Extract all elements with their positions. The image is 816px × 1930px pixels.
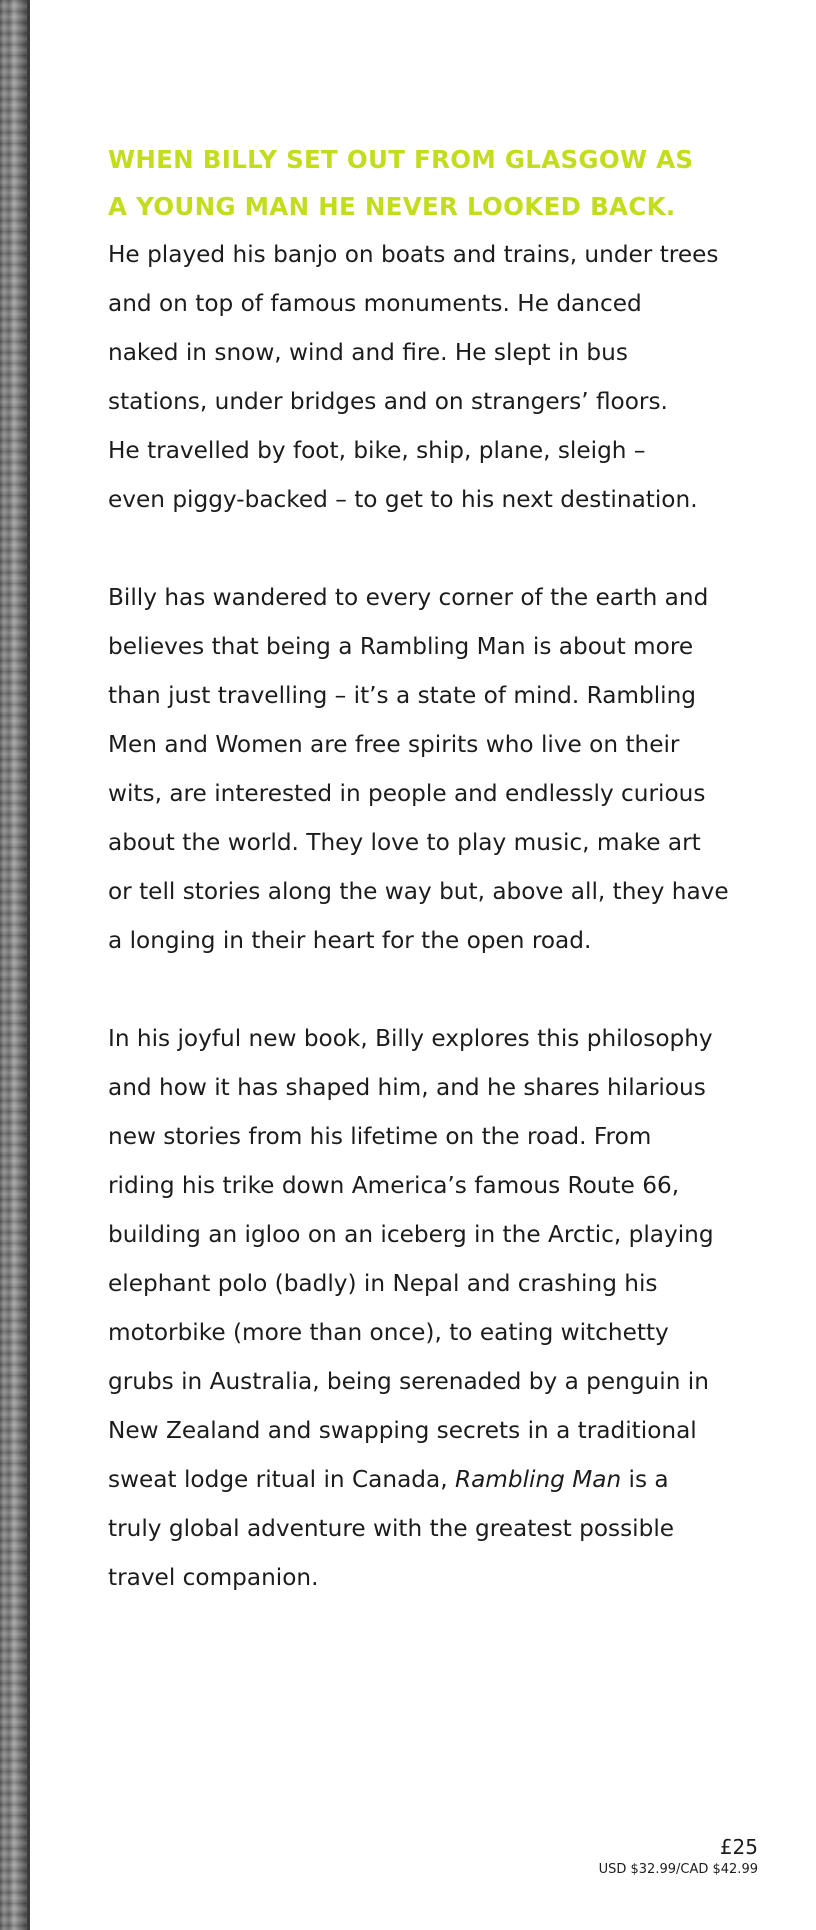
body-line: riding his trike down America’s famous Route 66, — [108, 1172, 680, 1199]
spine-texture-strip — [0, 0, 30, 1930]
body-line: wits, are interested in people and endlessly curious — [108, 780, 706, 807]
paragraph-spacer — [108, 524, 758, 573]
body-line: He played his banjo on boats and trains, under trees — [108, 241, 719, 268]
body-line: about the world. They love to play music, make art — [108, 829, 701, 856]
price-usd-cad: USD $32.99/CAD $42.99 — [598, 1862, 758, 1877]
body-line: even piggy-backed – to get to his next destination. — [108, 486, 698, 513]
paragraph-2 — [108, 573, 758, 965]
body-line: a longing in their heart for the open road. — [108, 927, 592, 954]
price-block — [599, 1834, 758, 1880]
body-line: travel companion. — [108, 1564, 319, 1591]
body-line: He travelled by foot, bike, ship, plane, sleigh – — [108, 437, 646, 464]
body-line: and on top of famous monuments. He danced — [108, 290, 642, 317]
headline-line: WHEN BILLY SET OUT FROM GLASGOW AS — [108, 145, 694, 174]
body-line: In his joyful new book, Billy explores this philosophy — [108, 1025, 713, 1052]
book-title: Rambling Man — [454, 1466, 622, 1493]
body-line: believes that being a Rambling Man is about more — [108, 633, 694, 660]
paragraph-1 — [108, 230, 758, 524]
body-line: new stories from his lifetime on the road. From — [108, 1123, 652, 1150]
body-line: and how it has shaped him, and he shares hilarious — [108, 1074, 706, 1101]
body-line: than just travelling – it’s a state of mind. Rambling — [108, 682, 697, 709]
body-line: naked in snow, wind and fire. He slept in bus — [108, 339, 628, 366]
body-line: stations, under bridges and on strangers’ floors. — [108, 388, 668, 415]
body-line: or tell stories along the way but, above all, they have — [108, 878, 729, 905]
body-line: New Zealand and swapping secrets in a traditional — [108, 1417, 697, 1444]
paragraph-3 — [108, 1014, 758, 1602]
line-text-after-title: is a — [621, 1466, 669, 1493]
body-line: elephant polo (badly) in Nepal and crashing his — [108, 1270, 658, 1297]
blurb-content — [108, 136, 758, 1602]
headline-line: A YOUNG MAN HE NEVER LOOKED BACK. — [108, 192, 676, 221]
body-line: motorbike (more than once), to eating witchetty — [108, 1319, 669, 1346]
price-gbp: £25 — [719, 1835, 758, 1859]
body-line: Men and Women are free spirits who live on their — [108, 731, 680, 758]
headline — [108, 136, 758, 230]
body-line: Billy has wandered to every corner of the earth and — [108, 584, 709, 611]
body-line: truly global adventure with the greatest possible — [108, 1515, 675, 1542]
paragraph-spacer — [108, 965, 758, 1014]
body-line: grubs in Australia, being serenaded by a penguin in — [108, 1368, 709, 1395]
line-text-before-title: sweat lodge ritual in Canada, — [108, 1466, 455, 1493]
body-line-with-title — [108, 1455, 758, 1504]
body-line: building an igloo on an iceberg in the Arctic, playing — [108, 1221, 714, 1248]
